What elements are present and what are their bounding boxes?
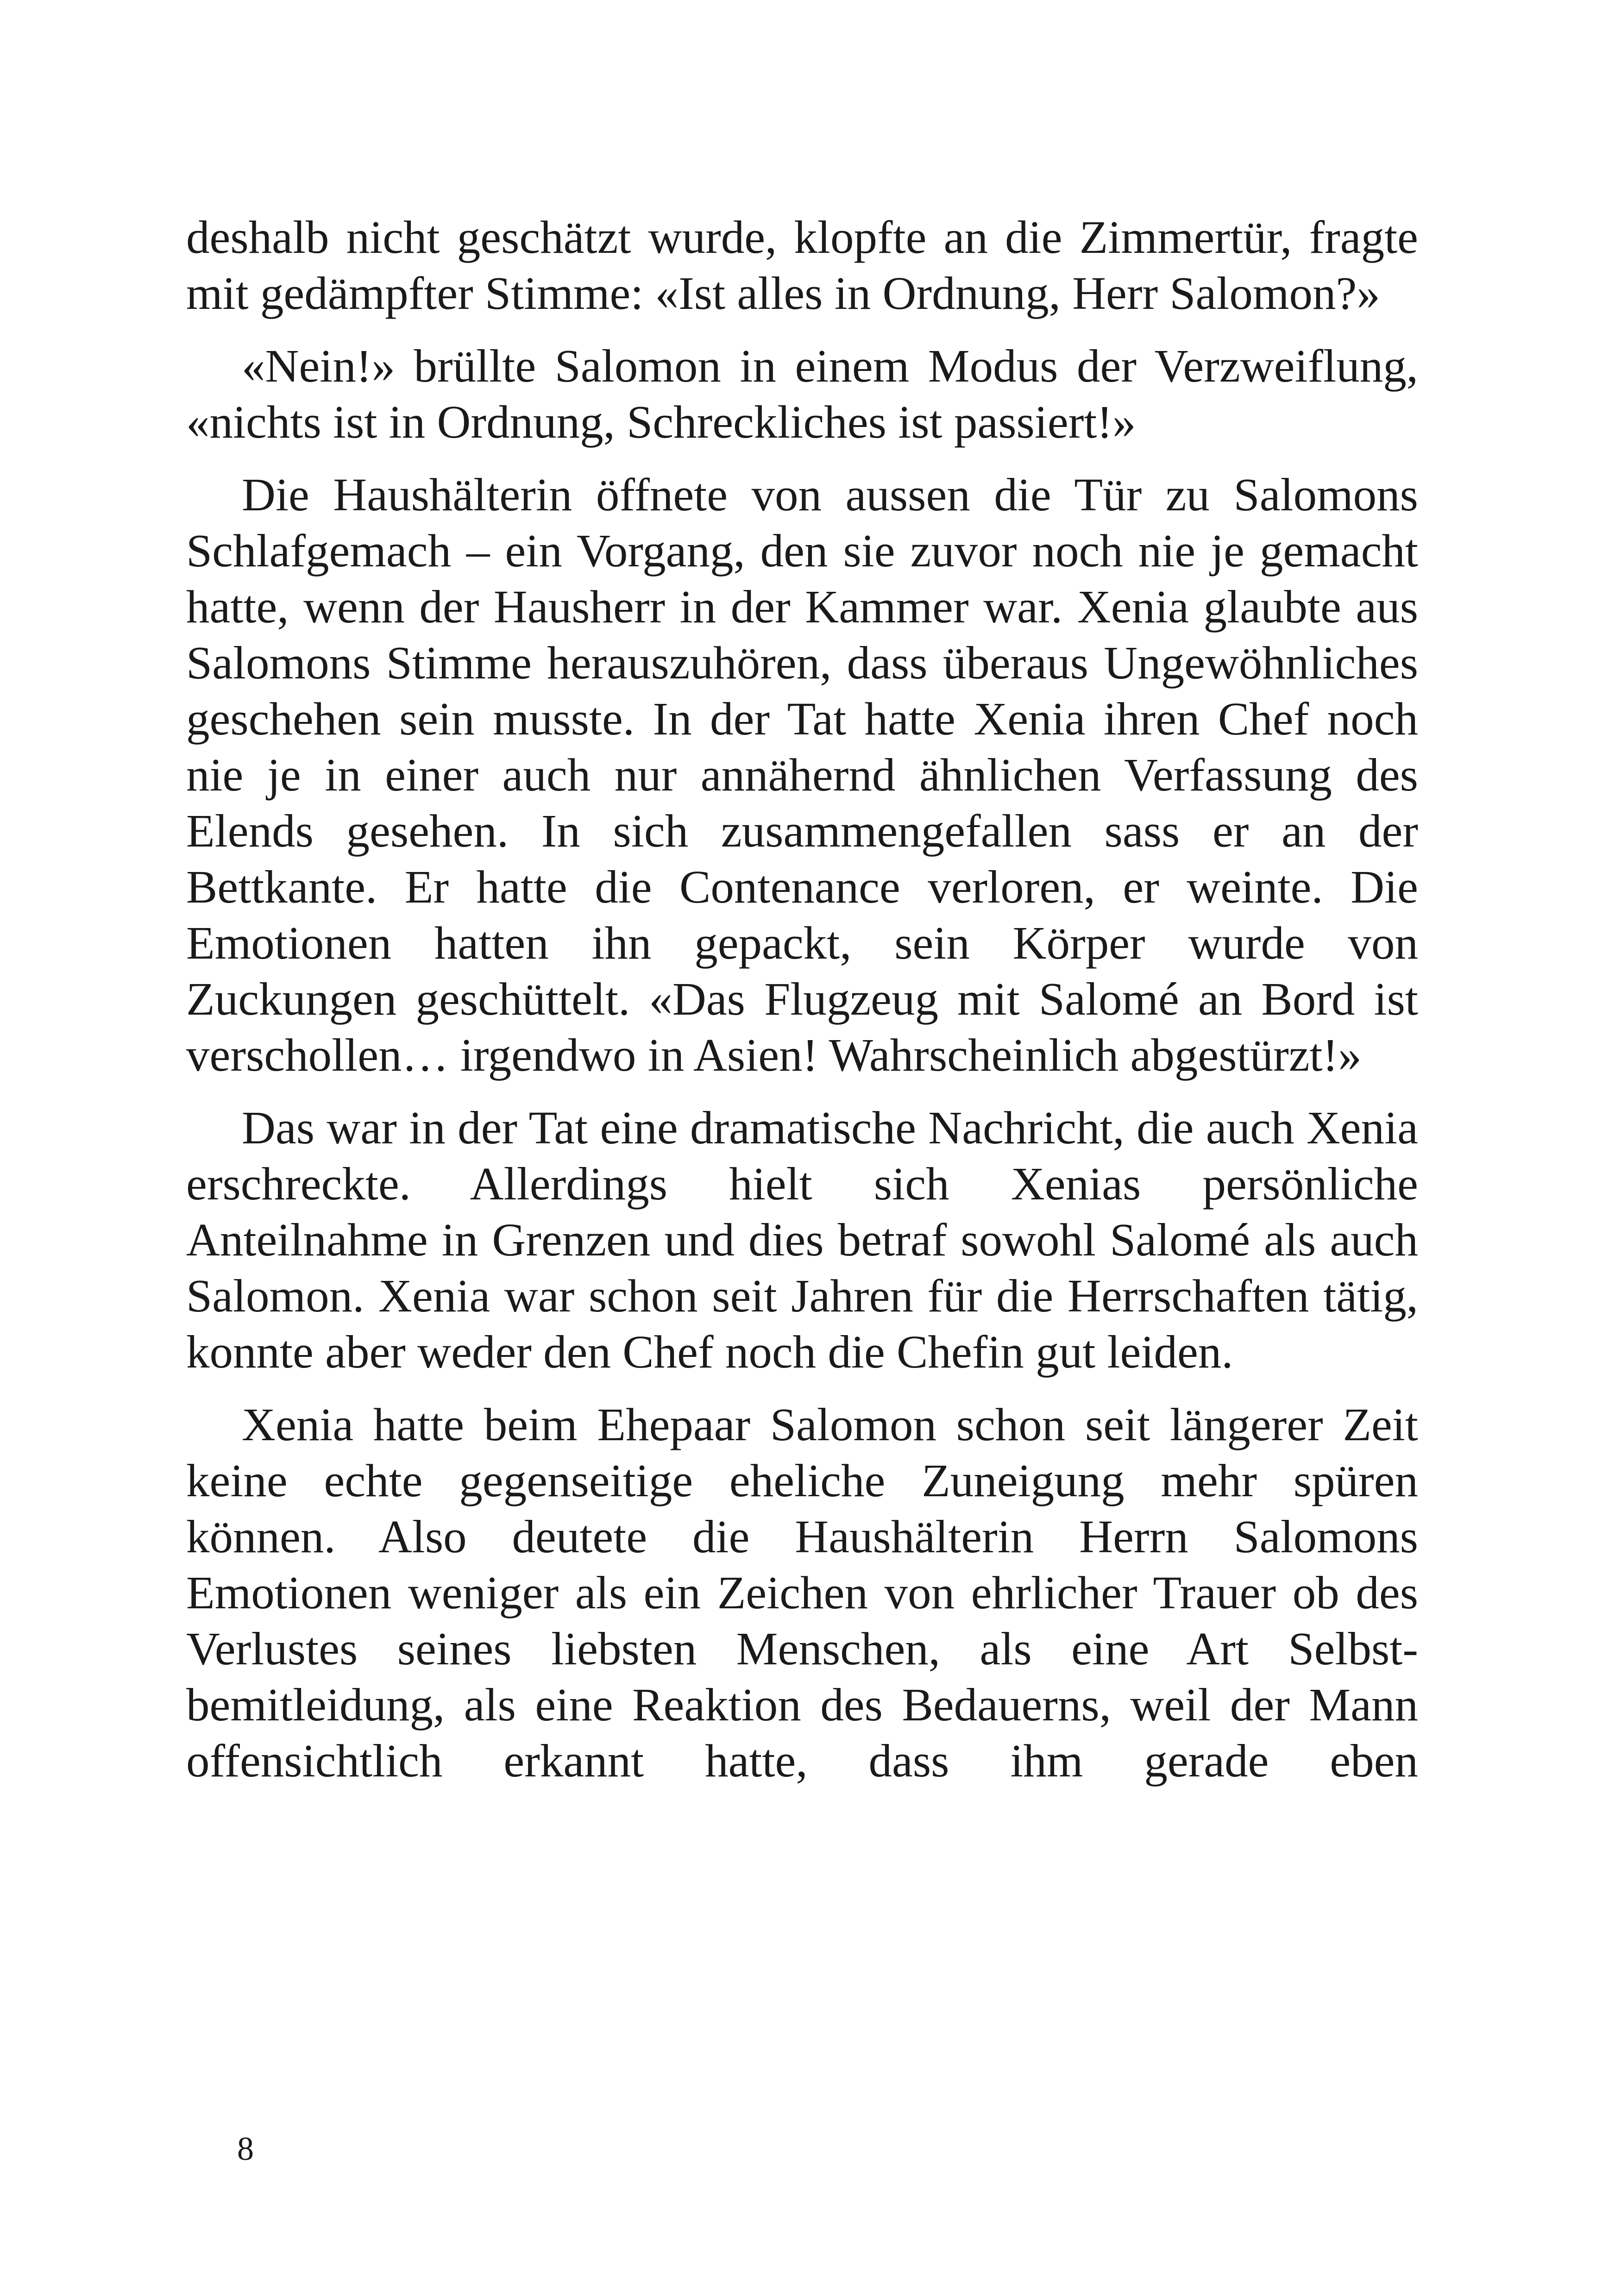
paragraph-2: «Nein!» brüllte Salomon in einem Modus der Verzweiflung, «nichts ist in Ordnung, Schreckliches ist passiert!» bbox=[186, 340, 1418, 448]
paragraph-5: Xenia hatte beim Ehepaar Salomon schon seit längerer Zeit keine echte gegenseitige eheliche Zuneigung mehr spüren können. Also deutete die Haushälterin Herrn Salomons Emotionen weniger als ein Zeichen von ehrlicher Trauer ob des Verlustes seines liebsten Menschen, als eine Art Selbstbemitleidung, als eine Reaktion des Bedauerns, weil der Mann offensichtlich erkannt hatte, dass ihm gerade eben bbox=[186, 1399, 1418, 1787]
paragraph-1: deshalb nicht geschätzt wurde, klopfte an die Zimmertür, fragte mit gedämpfter Stimme: «Ist alles in Ordnung, Herr Salomon?» bbox=[186, 211, 1418, 319]
page-number: 8 bbox=[237, 2130, 254, 2167]
paragraph-3: Die Haushälterin öffnete von aussen die Tür zu Salomons Schlafgemach – ein Vorgang, den sie zuvor noch nie je gemacht hatte, wenn der Hausherr in der Kammer war. Xenia glaubte aus Salomons Stimme herauszuhören, dass überaus Ungewöhnliches geschehen sein musste. In der Tat hatte Xenia ihren Chef noch nie je in einer auch nur annähernd ähnlichen Verfassung des Elends gesehen. In sich zusammengefallen sass er an der Bettkante. Er hatte die Contenance verloren, er weinte. Die Emotionen hatten ihn gepackt, sein Körper wurde von Zuckungen geschüttelt. «Das Flugzeug mit Salomé an Bord ist verschollen… irgendwo in Asien! Wahrscheinlich abgestürzt!» bbox=[186, 469, 1418, 1081]
body-text bbox=[186, 209, 1418, 1806]
paragraph-4: Das war in der Tat eine dramatische Nachricht, die auch Xenia erschreckte. Allerdings hielt sich Xenias persönliche Anteilnahme in Grenzen und dies betraf sowohl Salomé als auch Salomon. Xenia war schon seit Jahren für die Herrschaften tätig, konnte aber weder den Chef noch die Chefin gut leiden. bbox=[186, 1102, 1418, 1378]
